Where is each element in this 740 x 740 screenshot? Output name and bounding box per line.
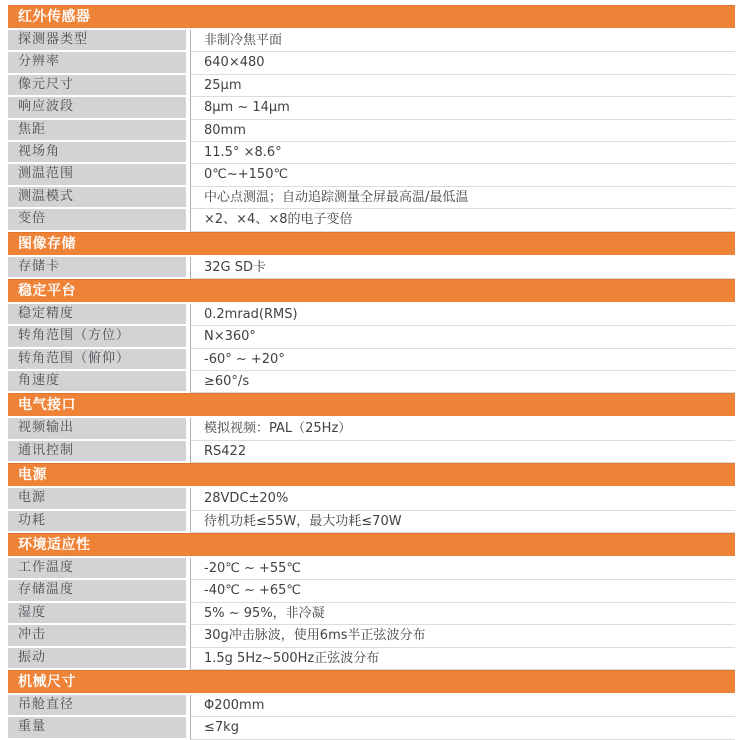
spec-label: 像元尺寸 (8, 75, 186, 97)
spec-value: 640×480 (190, 52, 735, 74)
spec-row-fov (8, 142, 735, 164)
spec-label: 工作温度 (8, 558, 186, 580)
spec-row-storage-card (8, 257, 735, 279)
spec-row-vibration (8, 648, 735, 670)
spec-label: 存储温度 (8, 580, 186, 602)
spec-value: N×360° (190, 326, 735, 348)
spec-label: 测温模式 (8, 187, 186, 209)
spec-label: 焦距 (8, 120, 186, 142)
section-image-storage (8, 232, 735, 279)
spec-label: 视场角 (8, 142, 186, 164)
spec-row-detector-type (8, 30, 735, 52)
spec-label: 转角范围（方位） (8, 326, 186, 348)
section-infrared-sensor (8, 5, 735, 232)
spec-row-focal-length (8, 120, 735, 142)
spec-label: 重量 (8, 717, 186, 739)
spec-label: 通讯控制 (8, 441, 186, 463)
section-environmental-adaptability (8, 533, 735, 670)
spec-value: 11.5° ×8.6° (190, 142, 735, 164)
spec-label: 电源 (8, 488, 186, 510)
spec-value: 32G SD卡 (190, 257, 735, 279)
spec-row-power-consumption (8, 511, 735, 533)
spec-row-weight (8, 717, 735, 739)
spec-row-resolution (8, 52, 735, 74)
section-title-electrical-interface: 电气接口 (8, 393, 735, 416)
spec-value: -20℃ ~ +55℃ (190, 558, 735, 580)
spec-row-video-output (8, 418, 735, 440)
spec-label: 湿度 (8, 603, 186, 625)
spec-label: 探测器类型 (8, 30, 186, 52)
spec-label: 角速度 (8, 371, 186, 393)
spec-label: 测温范围 (8, 164, 186, 186)
spec-row-rotation-azimuth (8, 326, 735, 348)
spec-value: -40℃ ~ +65℃ (190, 580, 735, 602)
spec-row-humidity (8, 603, 735, 625)
spec-value: RS422 (190, 441, 735, 463)
spec-row-stabilization-accuracy (8, 304, 735, 326)
spec-value: -60° ~ +20° (190, 349, 735, 371)
spec-label: 视频输出 (8, 418, 186, 440)
spec-value: 8μm ~ 14μm (190, 97, 735, 119)
spec-row-operating-temp (8, 558, 735, 580)
spec-value: ≥60°/s (190, 371, 735, 393)
spec-value: 0℃~+150℃ (190, 164, 735, 186)
spec-label: 转角范围（俯仰） (8, 349, 186, 371)
spec-value: ×2、×4、×8的电子变倍 (190, 209, 735, 231)
spec-row-pod-diameter (8, 695, 735, 717)
spec-value: 0.2mrad(RMS) (190, 304, 735, 326)
section-title-infrared-sensor: 红外传感器 (8, 5, 735, 28)
spec-row-spectral-band (8, 97, 735, 119)
spec-row-zoom (8, 209, 735, 231)
spec-value: 80mm (190, 120, 735, 142)
spec-row-pixel-size (8, 75, 735, 97)
section-title-image-storage: 图像存储 (8, 232, 735, 255)
spec-row-power-supply (8, 488, 735, 510)
spec-value: 待机功耗≤55W，最大功耗≤70W (190, 511, 735, 533)
spec-table (8, 5, 735, 740)
spec-row-storage-temp (8, 580, 735, 602)
spec-label: 功耗 (8, 511, 186, 533)
spec-label: 存储卡 (8, 257, 186, 279)
spec-row-rotation-pitch (8, 349, 735, 371)
section-electrical-interface (8, 393, 735, 463)
section-mechanical-dimensions (8, 670, 735, 740)
spec-label: 吊舱直径 (8, 695, 186, 717)
spec-label: 冲击 (8, 625, 186, 647)
section-power (8, 463, 735, 533)
spec-value: ≤7kg (190, 717, 735, 739)
spec-value: 非制冷焦平面 (190, 30, 735, 52)
spec-value: 中心点测温；自动追踪测量全屏最高温/最低温 (190, 187, 735, 209)
spec-row-angular-speed (8, 371, 735, 393)
spec-value: 5% ~ 95%，非冷凝 (190, 603, 735, 625)
section-stabilized-platform (8, 279, 735, 394)
spec-value: 模拟视频：PAL（25Hz） (190, 418, 735, 440)
spec-value: 30g冲击脉波，使用6ms半正弦波分布 (190, 625, 735, 647)
spec-value: Φ200mm (190, 695, 735, 717)
spec-row-comm-control (8, 441, 735, 463)
spec-label: 稳定精度 (8, 304, 186, 326)
spec-label: 振动 (8, 648, 186, 670)
section-title-mechanical-dimensions: 机械尺寸 (8, 670, 735, 693)
spec-label: 响应波段 (8, 97, 186, 119)
spec-label: 变倍 (8, 209, 186, 231)
spec-row-shock (8, 625, 735, 647)
section-title-stabilized-platform: 稳定平台 (8, 279, 735, 302)
spec-value: 28VDC±20% (190, 488, 735, 510)
spec-value: 1.5g 5Hz~500Hz正弦波分布 (190, 648, 735, 670)
spec-label: 分辨率 (8, 52, 186, 74)
spec-row-temp-measure-range (8, 164, 735, 186)
section-title-power: 电源 (8, 463, 735, 486)
spec-row-temp-measure-mode (8, 187, 735, 209)
spec-value: 25μm (190, 75, 735, 97)
section-title-environmental-adaptability: 环境适应性 (8, 533, 735, 556)
